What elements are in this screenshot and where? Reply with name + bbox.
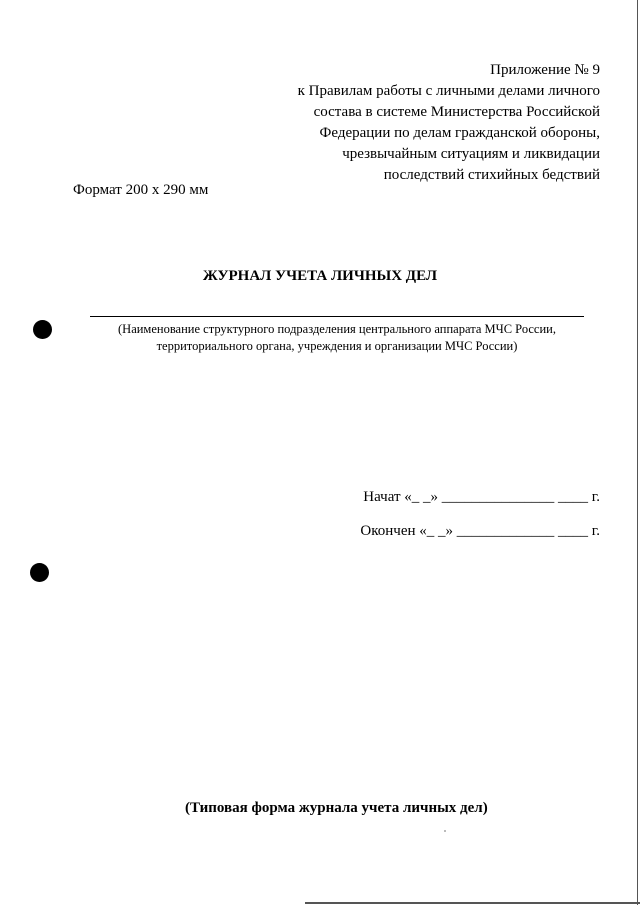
page-edge-bottom: [305, 902, 640, 904]
punch-hole-mark: [33, 320, 52, 339]
unit-name-caption-line: территориального органа, учреждения и организации МЧС России): [156, 339, 518, 353]
appendix-line: последствий стихийных бедствий: [383, 167, 600, 183]
scan-speck: [444, 830, 446, 832]
appendix-line: состава в системе Министерства Российской: [313, 104, 600, 120]
punch-hole-mark: [30, 563, 49, 582]
unit-name-blank-line: [90, 316, 584, 317]
appendix-line: к Правилам работы с личными делами личного: [297, 83, 600, 99]
date-started: Начат «_ _» _______________ ____ г.: [363, 489, 600, 505]
page-edge-right: [637, 0, 638, 905]
appendix-line: Федерации по делам гражданской обороны,: [319, 125, 600, 141]
unit-name-caption: [90, 321, 584, 355]
document-title: ЖУРНАЛ УЧЕТА ЛИЧНЫХ ДЕЛ: [202, 268, 438, 284]
date-ended: Окончен «_ _» _____________ ____ г.: [360, 523, 600, 539]
appendix-header: [270, 60, 600, 186]
form-type-caption: (Типовая форма журнала учета личных дел): [185, 800, 488, 816]
format-note: Формат 200 х 290 мм: [73, 182, 209, 198]
appendix-line: Приложение № 9: [490, 62, 600, 78]
appendix-line: чрезвычайным ситуациям и ликвидации: [342, 146, 600, 162]
unit-name-caption-line: (Наименование структурного подразделения центрального аппарата МЧС России,: [118, 322, 556, 336]
